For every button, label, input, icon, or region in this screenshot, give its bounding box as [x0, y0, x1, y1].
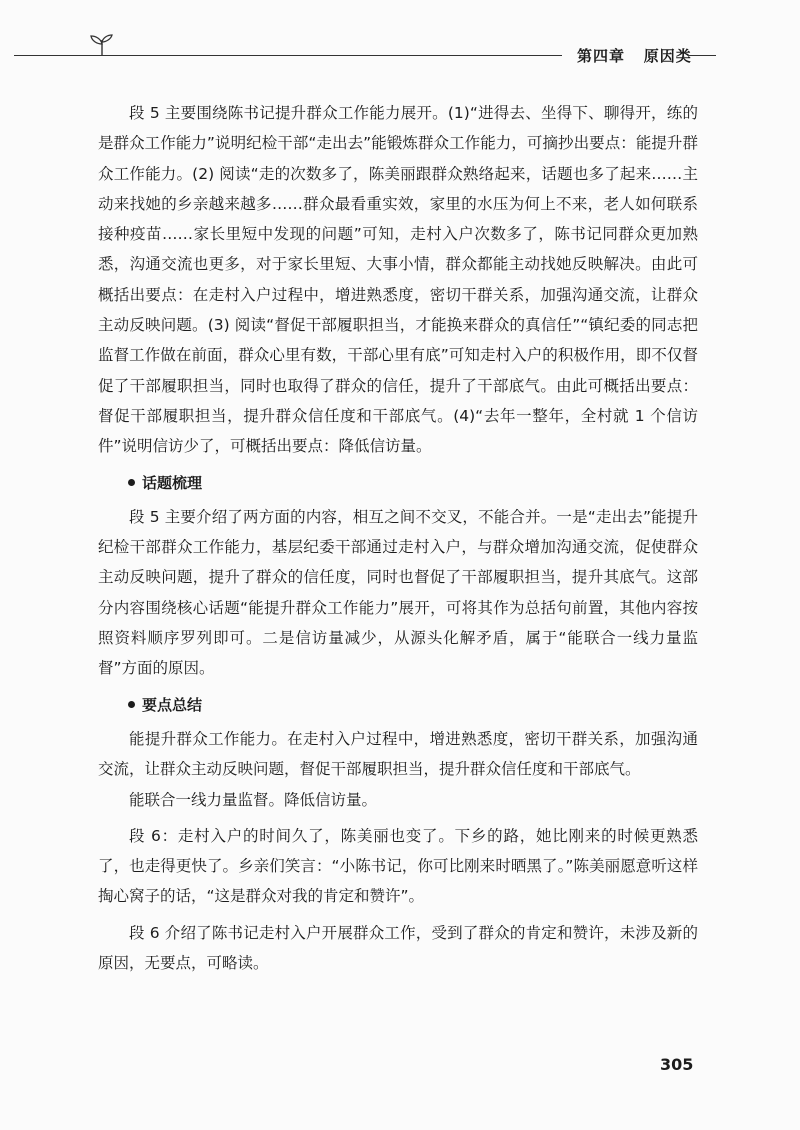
page-number: 305 — [660, 1055, 694, 1074]
heading-text: 要点总结 — [142, 695, 203, 714]
section-label: 原因类 — [643, 47, 692, 65]
header-rule-tail — [688, 55, 716, 56]
section-heading — [98, 468, 698, 498]
paragraph: 段 5 主要介绍了两方面的内容，相互之间不交叉，不能合并。一是“走出去”能提升纪检干部群众工作能力，基层纪委干部通过走村入户，与群众增加沟通交流，促使群众主动反映问题，提升了群众的信任度，同时也督促了干部履职担当，提升其底气。这部分内容围绕核心话题“能提升群众工作能力”展开，可将其作为总括句前置，其他内容按照资料顺序罗列即可。二是信访量减少，从源头化解矛盾，属于“能联合一线力量监督”方面的原因。 — [98, 507, 698, 678]
paragraph: 能联合一线力量监督。降低信访量。 — [129, 790, 378, 809]
paragraph: 段 6：走村入户的时间久了，陈美丽也变了。下乡的路，她比刚来的时候更熟悉了，也走得更快了。乡亲们笑言：“小陈书记，你可比刚来时晒黑了。”陈美丽愿意听这样掏心窝子的话，“这是群众对我的肯定和赞许”。 — [98, 826, 698, 906]
paragraph: 段 5 主要围绕陈书记提升群众工作能力展开。(1)“进得去、坐得下、聊得开，练的是群众工作能力”说明纪检干部“走出去”能锻炼群众工作能力，可摘抄出要点：能提升群众工作能力。(2) 阅读“走的次数多了，陈美丽跟群众熟络起来，话题也多了起来……主动来找她的乡亲越来越多……群众最看重实效，家里的水压为何上不来，老人如何联系接种疫苗……家长里短中发现的问题”可知，走村入户次数多了，陈书记同群众更加熟悉，沟通交流也更多，对于家长里短、大事小情，群众都能主动找她反映解决。由此可概括出要点：在走村入户过程中，增进熟悉度，密切干群关系，加强沟通交流，让群众主动反映问题。(3) 阅读“督促干部履职担当，才能换来群众的真信任”“镇纪委的同志把监督工作做在前面，群众心里有数，干部心里有底”可知走村入户的积极作用，即不仅督促了干部履职担当，同时也取得了群众的信任，提升了干部底气。由此可概括出要点：督促干部履职担当，提升群众信任度和干部底气。(4)“去年一整年，全村就 1 个信访件”说明信访少了，可概括出要点：降低信访量。 — [98, 104, 698, 456]
sprout-icon — [88, 34, 116, 56]
paragraph: 能提升群众工作能力。在走村入户过程中，增进熟悉度，密切干群关系，加强沟通交流，让群众主动反映问题，督促干部履职担当，提升群众信任度和干部底气。 — [98, 729, 698, 779]
section-heading — [98, 690, 698, 720]
heading-text: 话题梳理 — [142, 473, 203, 492]
header-rule — [14, 55, 562, 56]
bullet-dot-icon — [128, 701, 135, 708]
chapter-label: 第四章 — [577, 47, 626, 65]
chapter-title — [577, 45, 692, 66]
paragraph: 段 6 介绍了陈书记走村入户开展群众工作，受到了群众的肯定和赞许，未涉及新的原因，无要点，可略读。 — [98, 923, 698, 973]
page-body — [98, 98, 698, 978]
bullet-dot-icon — [128, 479, 135, 486]
